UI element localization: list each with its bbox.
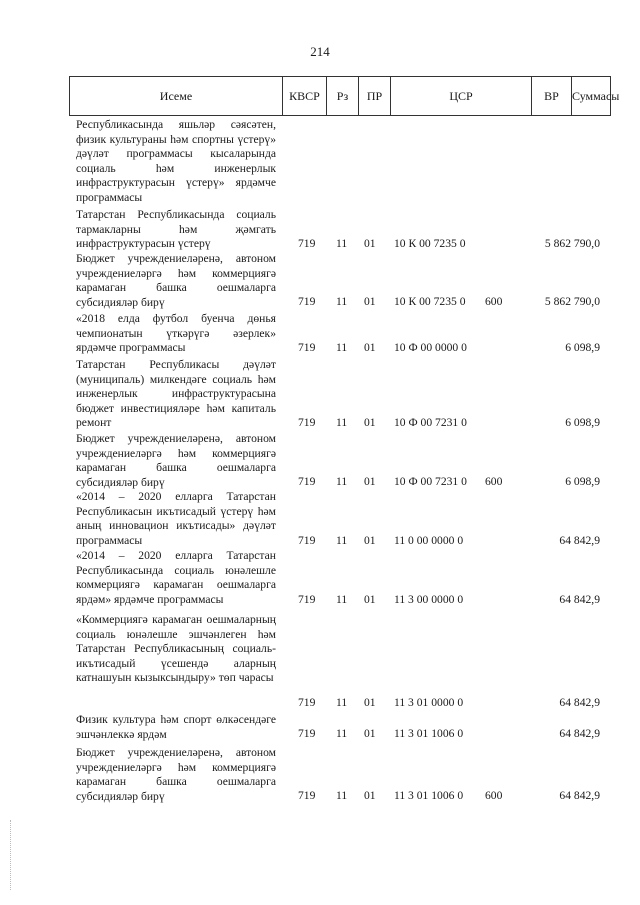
scan-margin-marks: [10, 820, 13, 890]
row-kvsr: 719: [298, 475, 316, 488]
row-rz: 11: [336, 727, 348, 740]
row-name: «2014 – 2020 елларга Татарстан Республикасында социаль юнәлешле коммерциягә карамаган оешмаларга ярдәм» ярдәмче программасы: [76, 549, 276, 606]
row-name: Татарстан Республикасы дәүләт (муниципаль) милкендәге социаль һәм инженерлык инфраструктурасына бюджет инвестицияләре һәм капиталь ремонт: [76, 358, 276, 429]
header-vr: ВР: [532, 77, 572, 115]
row-pr: 01: [364, 593, 376, 606]
table-row: [0, 252, 640, 310]
row-sum: 5 862 790,0: [544, 295, 600, 308]
table-row: [0, 432, 640, 490]
row-sum: 64 842,9: [559, 534, 600, 547]
header-sum: Суммасы: [572, 89, 620, 103]
table-row: [0, 208, 640, 252]
header-name: Исеме: [70, 77, 283, 115]
row-pr: 01: [364, 534, 376, 547]
table-row: [0, 613, 640, 709]
table-row: [0, 118, 640, 206]
row-kvsr: 719: [298, 696, 316, 709]
row-name: Физик культура һәм спорт өлкәсендәге эшчәнлеккә ярдәм: [76, 713, 276, 741]
row-pr: 01: [364, 416, 376, 429]
row-csr: 10 Ф 00 0000 0: [394, 341, 467, 354]
row-name: «2014 – 2020 елларга Татарстан Республикасын икътисадый үстерү һәм аның инновацион икътисады» дәүләт программасы: [76, 490, 276, 547]
row-sum: 6 098,9: [565, 341, 600, 354]
row-rz: 11: [336, 341, 348, 354]
row-csr: 10 Ф 00 7231 0: [394, 416, 467, 429]
header-csr: ЦСР: [391, 77, 532, 115]
table-row: [0, 490, 640, 548]
row-sum: 64 842,9: [559, 696, 600, 709]
row-name: Бюджет учреждениеләренә, автоном учреждениеләргә һәм коммерциягә карамаган башка оешмаларга субсидияләр бирү: [76, 746, 276, 803]
row-kvsr: 719: [298, 727, 316, 740]
row-sum: 6 098,9: [565, 416, 600, 429]
row-rz: 11: [336, 416, 348, 429]
row-pr: 01: [364, 696, 376, 709]
row-rz: 11: [336, 696, 348, 709]
row-pr: 01: [364, 475, 376, 488]
row-kvsr: 719: [298, 237, 316, 250]
row-csr: 11 3 01 1006 0: [394, 789, 464, 802]
row-rz: 11: [336, 475, 348, 488]
row-kvsr: 719: [298, 593, 316, 606]
row-csr: 11 0 00 0000 0: [394, 534, 464, 547]
row-kvsr: 719: [298, 341, 316, 354]
row-vr: 600: [485, 789, 503, 802]
row-name: Республикасында яшьләр сәясәтен, физик культураны һәм спортны үстерү» дәүләт программасы кысаларында социаль һәм инженерлык инфраструктурасын үстерү» ярдәмче программасы: [76, 118, 276, 204]
table-row: [0, 746, 640, 804]
header-pr: ПР: [359, 77, 391, 115]
row-pr: 01: [364, 237, 376, 250]
page-number: 214: [310, 44, 330, 59]
row-sum: 64 842,9: [559, 789, 600, 802]
row-sum: 64 842,9: [559, 727, 600, 740]
row-kvsr: 719: [298, 416, 316, 429]
row-csr: 10 Ф 00 7231 0: [394, 475, 467, 488]
row-rz: 11: [336, 593, 348, 606]
row-sum: 6 098,9: [565, 475, 600, 488]
row-name: Бюджет учреждениеләренә, автоном учреждениеләргә һәм коммерциягә карамаган башка оешмаларга субсидияләр бирү: [76, 432, 276, 489]
row-rz: 11: [336, 789, 348, 802]
table-row: [0, 549, 640, 607]
row-rz: 11: [336, 534, 348, 547]
row-name: «2018 елда футбол буенча дөнья чемпионатын үткәрүгә әзерлек» ярдәмче программасы: [76, 312, 276, 354]
row-kvsr: 719: [298, 789, 316, 802]
row-name: Татарстан Республикасында социаль тармакларны һәм җәмгать инфраструктурасын үстерү: [76, 208, 276, 250]
row-csr: 11 3 00 0000 0: [394, 593, 464, 606]
row-pr: 01: [364, 727, 376, 740]
row-kvsr: 719: [298, 534, 316, 547]
row-csr: 10 К 00 7235 0: [394, 237, 466, 250]
header-kvsr: КВСР: [283, 77, 327, 115]
row-rz: 11: [336, 295, 348, 308]
row-sum: 5 862 790,0: [544, 237, 600, 250]
row-csr: 11 3 01 1006 0: [394, 727, 464, 740]
row-pr: 01: [364, 295, 376, 308]
table-row: [0, 312, 640, 356]
row-vr: 600: [485, 295, 503, 308]
row-name: «Коммерциягә карамаган оешмаларның социаль юнәлешле эшчәнлеген һәм Татарстан Республикасының социаль-икътисадый үсешендә аларның катнашуын кызыксындыру» төп чарасы: [76, 613, 276, 684]
row-pr: 01: [364, 789, 376, 802]
header-rz: Рз: [327, 77, 359, 115]
row-name: Бюджет учреждениеләренә, автоном учреждениеләргә һәм коммерциягә карамаган башка оешмаларга субсидияләр бирү: [76, 252, 276, 309]
table-header: [69, 76, 620, 116]
row-csr: 10 К 00 7235 0: [394, 295, 466, 308]
table-row: [0, 358, 640, 430]
row-sum: 64 842,9: [559, 593, 600, 606]
table-row: [0, 713, 640, 743]
row-kvsr: 719: [298, 295, 316, 308]
row-csr: 11 3 01 0000 0: [394, 696, 464, 709]
row-vr: 600: [485, 475, 503, 488]
row-pr: 01: [364, 341, 376, 354]
row-rz: 11: [336, 237, 348, 250]
